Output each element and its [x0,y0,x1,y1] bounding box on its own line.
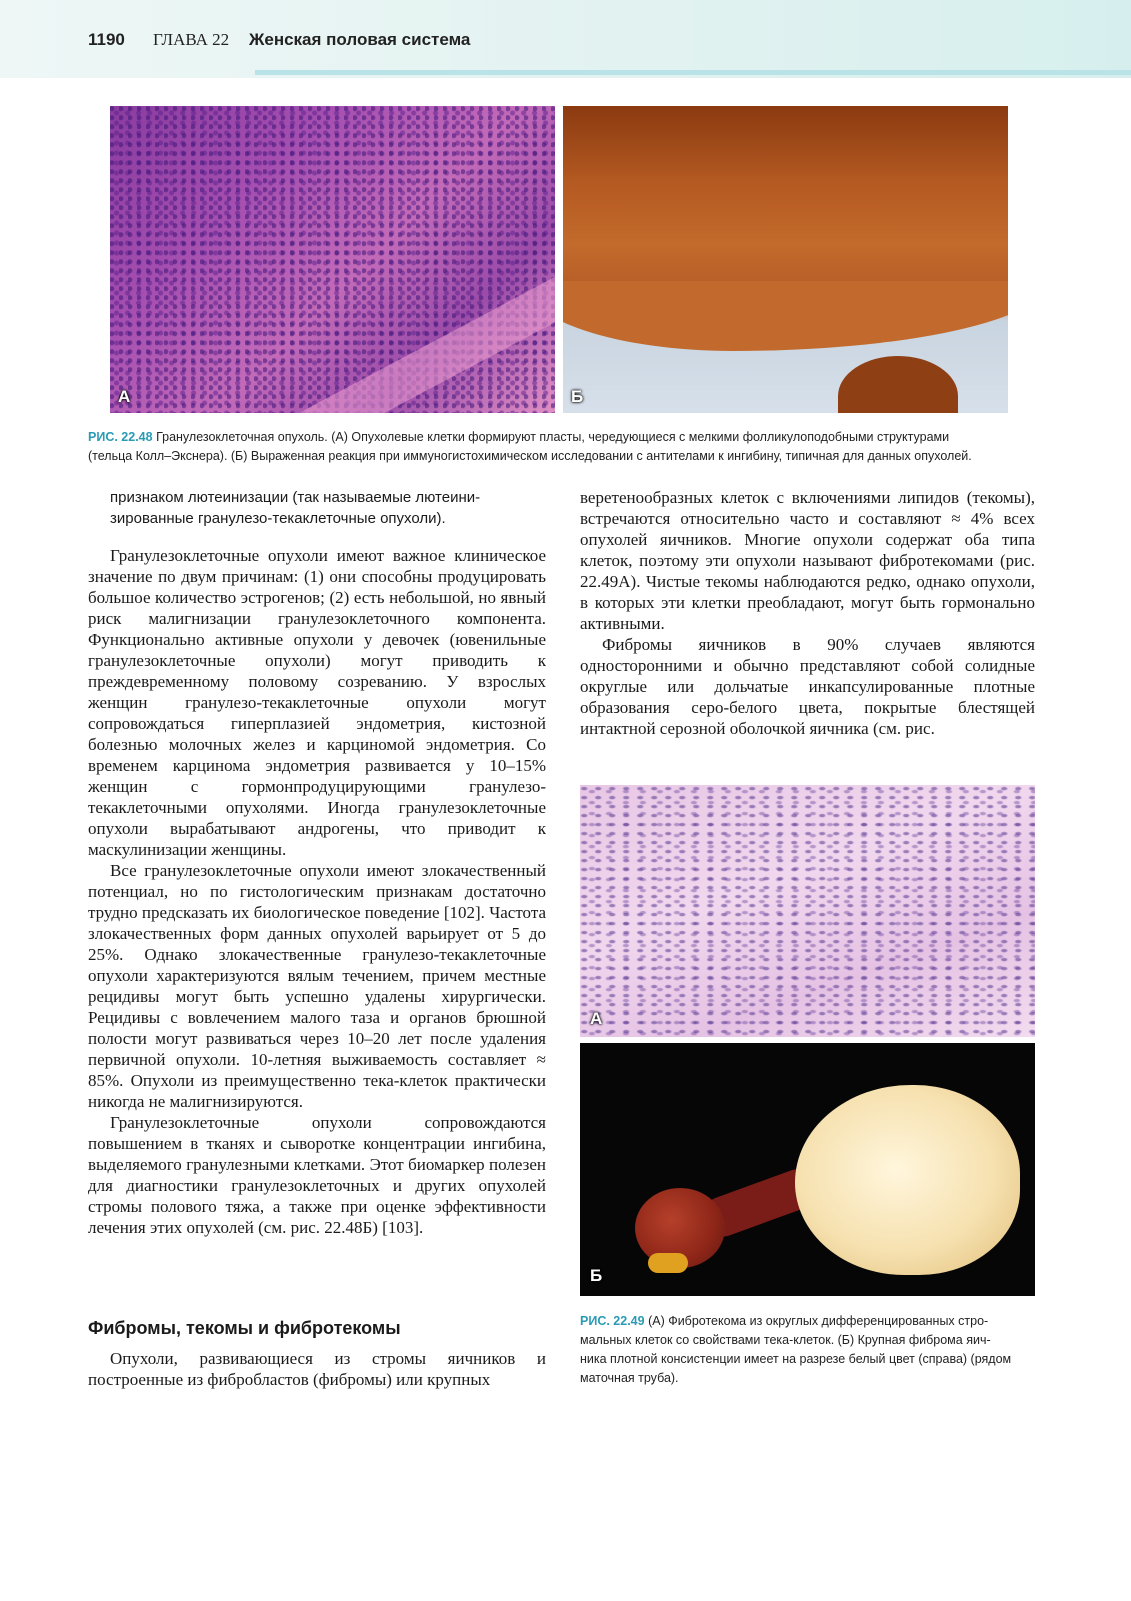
intro-line-1: признаком лютеинизации (так называемые лютеини- [110,489,481,506]
paragraph: Фибромы яичников в 90% случаев являются односторонними и обычно представляют собой солидные округлые или дольчатые инкапсулированные плотные образования серо-белого цвета, покрытые блестящей интактной серозной оболочкой яичника (см. рис. [580,635,1035,738]
fat-tissue [648,1253,688,1273]
panel-b-letter: Б [590,1266,603,1285]
caption-line-2: (тельца Колл–Экснера). (Б) Выраженная реакция при иммуногистохимическом исследовании с антителами к ингибину, типичная для данных опухолей. [88,449,972,463]
section-heading: Фибромы, текомы и фибротекомы [88,1318,401,1338]
caption-line-4: маточная труба). [580,1371,679,1385]
paragraph: Опухоли, развивающиеся из стромы яичников и построенные из фибробластов (фибромы) или крупных [88,1349,546,1389]
caption-text-1: Гранулезоклеточная опухоль. (А) Опухолевые клетки формируют пласты, чередующиеся с мелкими фолликулоподобными структурами [156,430,950,444]
paragraph: веретенообразных клеток с включениями липидов (текомы), встречаются относительно часто и составляют ≈ 4% всех опухолей яичников. Многие опухоли содержат оба типа клеток, поэтому эти опухоли называют фибротекомами (рис. 22.49А). Чистые текомы наблюдаются редко, однако опухоли, в которых эти клетки преобладают, могут быть гормонально активными. [580,488,1035,633]
paragraph: Гранулезоклеточные опухоли имеют важное клиническое значение по двум причинам: (1) они способны продуцировать большое количество эстрогенов; (2) есть небольшой, но явный риск малигнизации гранулезоклеточного компонента. Функционально активные опухоли у девочек (ювенильные гранулезоклеточные опухоли) могут приводить к преждевременному половому созреванию. У взрослых женщин гранулезо-текаклеточные опухоли могут сопровождаться гиперплазией эндометрия, кистозной болезнью молочных желез и карциномой эндометрия. Со временем карцинома эндометрия развивается у 10–15% женщин с гормонпродуцирующими гранулезо-текаклеточными опухолями. Иногда гранулезоклеточные опухоли вырабатывают андрогены, что приводит к маскулинизации женщины. [88,546,546,859]
chapter-label: ГЛАВА 22 [153,30,230,49]
caption-line-2: мальных клеток со свойствами тека-клеток. (Б) Крупная фиброма яич- [580,1333,991,1347]
caption-label: РИС. 22.49 [580,1314,645,1328]
caption-line-1 [580,1312,1035,1331]
left-body [88,545,546,1238]
intro-line-2: зированные гранулезо-текаклеточные опухоли). [110,510,446,527]
caption-label: РИС. 22.48 [88,430,153,444]
fibroma-mass [795,1085,1020,1275]
figure-22-48-caption [88,428,1038,466]
paragraph: Все гранулезоклеточные опухоли имеют злокачественный потенциал, но по гистологическим признакам достаточно трудно предсказать их биологическое поведение [102]. Частота злокачественных форм данных опухолей варьирует от 5 до 25%. Однако злокачественные гранулезо-текаклеточные опухоли характеризуются вялым течением, причем местные рецидивы могут быть успешно удалены хирургически. Рецидивы с вовлечением малого таза и органов брюшной полости могут развиваться через 10–20 лет после удаления первичной опухоли. 10-летняя выживаемость составляет ≈ 85%. Опухоли из преимущественно тека-клеток практически никогда не малигнизируются. [88,861,546,1111]
stroma-streak [271,269,555,413]
paragraph: Гранулезоклеточные опухоли сопровождаются повышением в тканях и сыворотке концентрации ингибина, выделяемого гранулезными клетками. Этот биомаркер полезен для диагностики гранулезоклеточных и других опухолей стромы полового тяжа, а также при оценке эффективности лечения этих опухолей (см. рис. 22.48Б) [103]. [88,1113,546,1237]
caption-text-1: (А) Фибротекома из округлых дифференцированных стро- [648,1314,989,1328]
stain-band [563,281,1008,351]
caption-line-3: ника плотной консистенции имеет на разрезе белый цвет (справа) (рядом [580,1352,1012,1366]
chapter-title: Женская половая система [249,30,471,49]
page-header [0,0,1131,78]
figure-22-49-caption [580,1312,1035,1388]
left-body-2 [88,1348,546,1390]
header-rule [255,70,1131,75]
figure-22-48-panel-a-image [110,106,555,413]
caption-line-1 [88,428,1038,447]
left-intro [110,487,546,529]
page-number: 1190 [88,30,125,49]
panel-b-letter: Б [571,387,584,406]
figure-22-49-panel-a-image [580,785,1035,1037]
right-body [580,487,1035,739]
figure-22-48-panel-b-image [563,106,1008,413]
panel-a-letter: А [118,387,131,406]
panel-a-letter: А [590,1009,603,1028]
figure-22-49-panel-b-image [580,1043,1035,1296]
stain-nest [838,356,958,413]
